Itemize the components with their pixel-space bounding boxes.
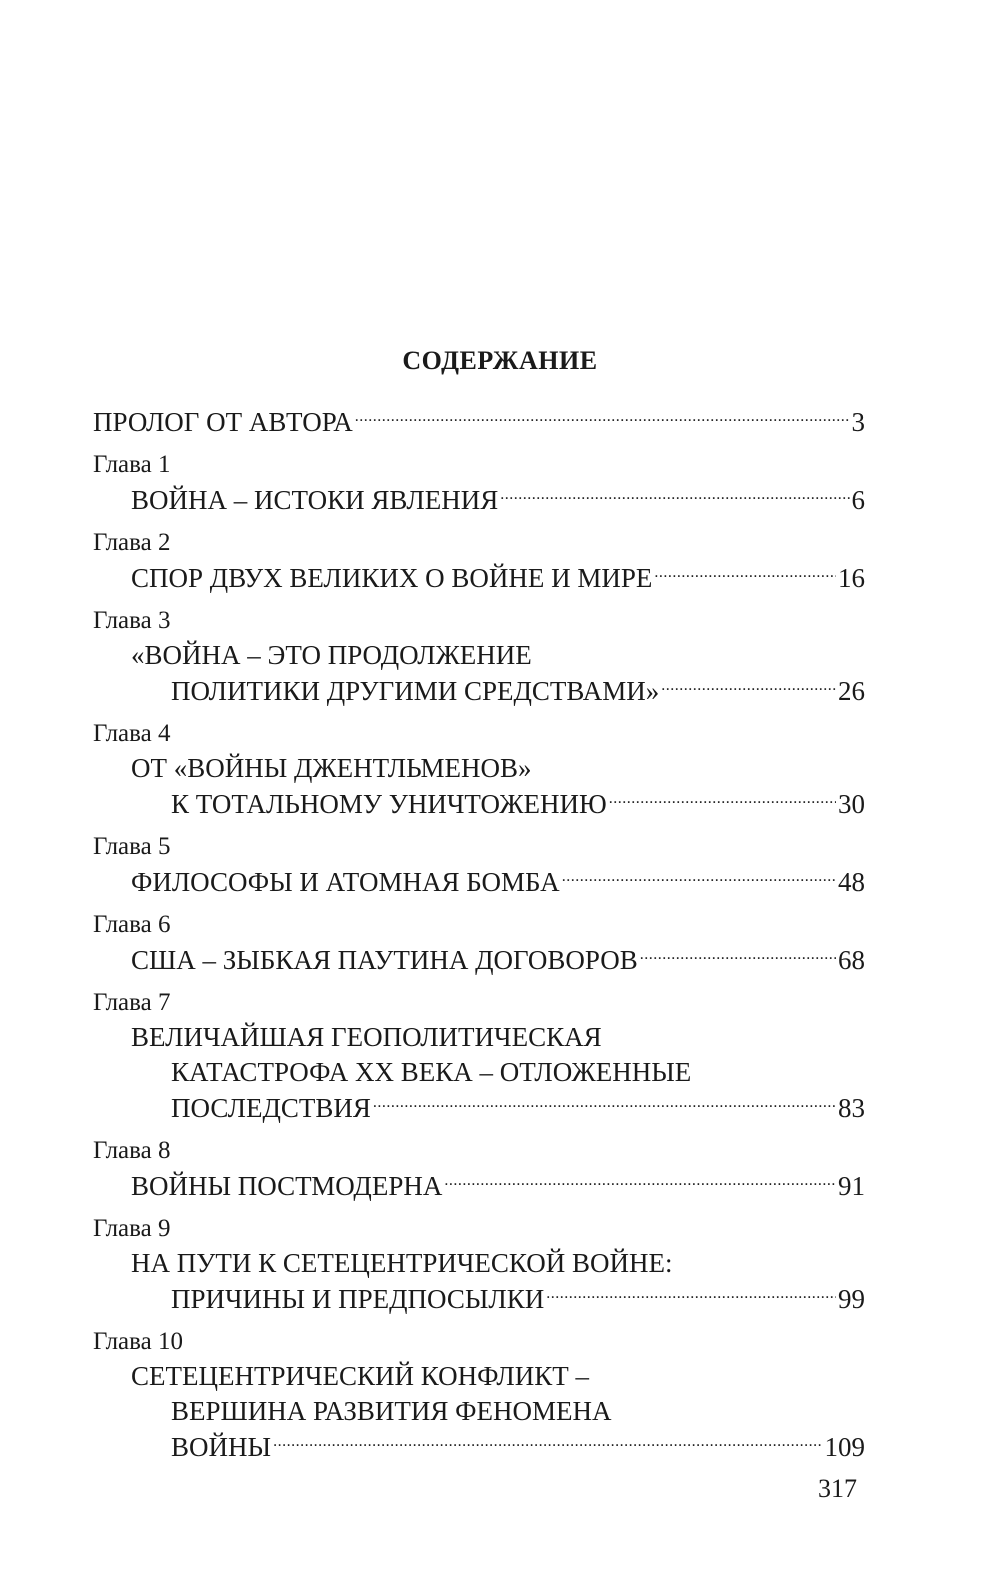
toc-chapter-entry	[93, 1134, 865, 1204]
chapter-title-line	[93, 1429, 865, 1465]
chapter-title-line	[93, 1246, 865, 1281]
chapter-label: Глава 6	[93, 911, 171, 938]
chapter-title-text: НА ПУТИ К СЕТЕЦЕНТРИЧЕСКОЙ ВОЙНЕ:	[131, 1248, 673, 1278]
chapter-label: Глава 2	[93, 529, 171, 556]
toc-page-number: 83	[838, 1093, 865, 1123]
chapter-label: Глава 1	[93, 451, 171, 478]
chapter-title-line	[93, 1281, 865, 1317]
chapter-title-text: ПОСЛЕДСТВИЯ	[171, 1093, 371, 1123]
chapter-title-line	[93, 638, 865, 673]
toc-page-number: 26	[838, 676, 865, 706]
chapter-title-text: ВЕРШИНА РАЗВИТИЯ ФЕНОМЕНА	[171, 1396, 612, 1426]
chapter-title-line	[93, 1020, 865, 1055]
toc-chapter-entry	[93, 908, 865, 978]
toc-page-number: 48	[838, 867, 865, 897]
toc-chapter-entry	[93, 604, 865, 709]
chapter-label: Глава 3	[93, 607, 171, 634]
table-of-contents	[93, 404, 865, 1465]
chapter-title-text: ВЕЛИЧАЙШАЯ ГЕОПОЛИТИЧЕСКАЯ	[131, 1022, 602, 1052]
toc-page-number: 3	[851, 407, 865, 437]
dot-leader	[373, 1090, 836, 1117]
dot-leader	[500, 482, 849, 509]
chapter-label: Глава 8	[93, 1137, 171, 1164]
chapter-title-text: США – ЗЫБКАЯ ПАУТИНА ДОГОВОРОВ	[131, 945, 638, 975]
chapter-title-text: ВОЙНА – ИСТОКИ ЯВЛЕНИЯ	[131, 485, 499, 515]
chapter-title-line	[93, 751, 865, 786]
toc-chapter-entry	[93, 1325, 865, 1465]
toc-page-number: 30	[838, 789, 865, 819]
chapter-title-text: «ВОЙНА – ЭТО ПРОДОЛЖЕНИЕ	[131, 640, 532, 670]
chapter-title-line	[93, 1055, 865, 1090]
chapter-title-text: ВОЙНЫ	[171, 1432, 272, 1462]
chapter-title-line	[93, 560, 865, 596]
chapter-title-line	[93, 1359, 865, 1394]
chapter-title-line	[93, 1090, 865, 1126]
dot-leader	[562, 864, 836, 891]
dot-leader	[661, 673, 836, 700]
chapter-title-line	[93, 482, 865, 518]
dot-leader	[355, 404, 850, 431]
toc-entry-prologue	[93, 404, 865, 440]
chapter-label: Глава 5	[93, 833, 171, 860]
page-title: СОДЕРЖАНИЕ	[402, 346, 598, 375]
toc-entry-title: ПРОЛОГ ОТ АВТОРА	[93, 407, 353, 437]
chapter-title-line	[93, 786, 865, 822]
chapter-title-text: ПОЛИТИКИ ДРУГИМИ СРЕДСТВАМИ»	[171, 676, 660, 706]
toc-chapter-entry	[93, 717, 865, 822]
footer-page-number: 317	[818, 1474, 857, 1503]
toc-chapter-entry	[93, 830, 865, 900]
toc-page-number: 16	[838, 563, 865, 593]
chapter-title-text: ПРИЧИНЫ И ПРЕДПОСЫЛКИ	[171, 1284, 545, 1314]
dot-leader	[640, 942, 836, 969]
chapter-title-line	[93, 1394, 865, 1429]
chapter-label: Глава 4	[93, 720, 171, 747]
toc-chapter-entry	[93, 526, 865, 596]
dot-leader	[609, 786, 836, 813]
toc-page-number: 68	[838, 945, 865, 975]
chapter-list	[93, 448, 865, 1465]
chapter-title-line	[93, 673, 865, 709]
chapter-title-text: ВОЙНЫ ПОСТМОДЕРНА	[131, 1171, 443, 1201]
chapter-title-text: ОТ «ВОЙНЫ ДЖЕНТЛЬМЕНОВ»	[131, 753, 532, 783]
toc-page-number: 6	[851, 485, 865, 515]
chapter-title-text: СПОР ДВУХ ВЕЛИКИХ О ВОЙНЕ И МИРЕ	[131, 563, 653, 593]
dot-leader	[273, 1429, 822, 1456]
chapter-title-text: ФИЛОСОФЫ И АТОМНАЯ БОМБА	[131, 867, 560, 897]
chapter-title-text: КАТАСТРОФА XX ВЕКА – ОТЛОЖЕННЫЕ	[171, 1057, 692, 1087]
toc-page-number: 99	[838, 1284, 865, 1314]
chapter-title-line	[93, 1168, 865, 1204]
dot-leader	[546, 1281, 836, 1308]
toc-page-number: 91	[838, 1171, 865, 1201]
chapter-label: Глава 10	[93, 1328, 183, 1355]
chapter-label: Глава 9	[93, 1215, 171, 1242]
chapter-title-text: К ТОТАЛЬНОМУ УНИЧТОЖЕНИЮ	[171, 789, 607, 819]
dot-leader	[444, 1168, 836, 1195]
chapter-title-text: СЕТЕЦЕНТРИЧЕСКИЙ КОНФЛИКТ –	[131, 1361, 589, 1391]
chapter-title-line	[93, 864, 865, 900]
chapter-title-line	[93, 942, 865, 978]
toc-chapter-entry	[93, 1212, 865, 1317]
toc-page-number: 109	[824, 1432, 865, 1462]
dot-leader	[654, 560, 836, 587]
chapter-label: Глава 7	[93, 989, 171, 1016]
toc-chapter-entry	[93, 986, 865, 1126]
toc-chapter-entry	[93, 448, 865, 518]
